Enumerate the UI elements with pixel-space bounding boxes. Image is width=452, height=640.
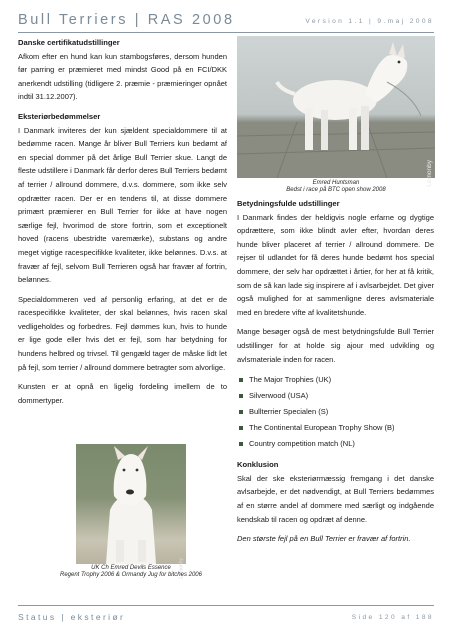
photo-caption-bottom	[40, 565, 222, 580]
version-label: Version 1.1 | 9.maj 2008	[305, 18, 434, 25]
paragraph-konklusion: Skal der ske eksteriørmæssig fremgang i det danske avlsarbejde, er det nødvendigt, at Bull Terriers bedømmes af en større andel af dommere med særligt og indgående kendskab til racen og opdræt af denne.	[237, 473, 434, 524]
bullet-icon	[239, 378, 243, 382]
paragraph-udstillinger-1: I Danmark findes der heldigvis nogle erfarne og dygtige opdrættere, som ikke blindt avler efter, hvordan deres hunde bliver placeret af terrier / allround dommere. De rejser til udlandet for få deres hunde bedømt hos special dommere, der selv har opdrættet i årtier, for her at få kritik, som de så kan lade sig inspirere af i avlsarbejdet. Det giver også mulighed for at sammenligne deres avlsmateriale med en bredere vifte af kvalitetshunde.	[237, 212, 434, 317]
paragraph-certifikat: Afkom efter en hund kan kun stambogsføres, dersom hunden før parring er præmieret med mindst Good på en FCI/DKK anerkendt udstilling (tidligere 2. præmie - præmieringer opnået indtil 31.12.2007).	[18, 51, 227, 102]
heading-certifikat: Danske certifikatudstillinger	[18, 38, 120, 47]
caption-top-name: Emred Huntsman	[312, 180, 360, 186]
footer-section-label: Status | eksteriør	[18, 612, 126, 622]
bullet-icon	[239, 410, 243, 414]
photo-watermark-top: Lemonby	[426, 160, 433, 187]
list-item: The Major Trophies (UK)	[237, 372, 434, 388]
page-number: Side 120 af 188	[351, 614, 434, 621]
photo-caption-top	[237, 180, 435, 195]
left-column	[18, 36, 227, 407]
list-item: Silverwood (USA)	[237, 388, 434, 404]
dog-illustration-top	[237, 36, 435, 178]
caption-bottom-detail: Regent Trophy 2006 & Ormandy Jug for bitches 2006	[60, 572, 202, 579]
document-title: Bull Terriers | RAS 2008	[18, 12, 235, 28]
photo-watermark-bottom: Lemonby	[179, 558, 185, 579]
paragraph-konklusion-quote: Den største fejl på en Bull Terrier er fravær af fortrin.	[237, 534, 411, 544]
list-item: Bullterrier Specialen (S)	[237, 404, 434, 420]
dog-illustration-bottom	[76, 444, 186, 564]
footer-divider	[18, 605, 434, 606]
show-list	[237, 372, 434, 452]
right-column	[237, 197, 434, 546]
caption-bottom-name: UK Ch Emred Devils Essence	[91, 565, 171, 571]
paragraph-udstillinger-2: Mange besøger også de mest betydningsfulde Bull Terrier udstillinger for at holde sig ajour med udvikling og avlsmateriale inden for racen.	[237, 327, 434, 364]
bullet-icon	[239, 442, 243, 446]
bullet-icon	[239, 426, 243, 430]
bullet-icon	[239, 394, 243, 398]
list-item: The Continental European Trophy Show (B)	[237, 420, 434, 436]
heading-udstillinger: Betydningsfulde udstillinger	[237, 199, 340, 208]
caption-top-detail: Bedst i race på BTC open show 2008	[286, 187, 386, 194]
paragraph-eksterior-2: Specialdommeren ved af personlig erfaring, at det er de racespecifikke kvaliteter, der skal belønnes, hvis racen skal vedligeholdes og forbedres. Fejl dømmes kun, hvis to hunde er lige gode eller hvis det er fejl, som har betydning for hundens helbred og trivsel. Til gengæld tager de måske lidt let på fejl, som terrier / allround dommere betragter som alvorlige.	[18, 294, 227, 372]
list-item: Country competition match (NL)	[237, 436, 434, 452]
paragraph-eksterior-1: I Danmark inviteres der kun sjældent specialdommere til at bedømme racen. Mange år bliver Bull Terriers kun bedømt af en special dommer på det årlige Bull Terrier skue. Langt de fleste udstillere i Danmark får derfor deres Bull Terriers bedømt af terrier / allround dommere, d.v.s. dommere, som ikke selv opdrætter racen. Der er en tendens til, at disse dommere primært præmierer en Bull Terrier for ikke at have nogen særlige fejl, hvorimod de store fortrin, som et exceptionelt hoved (racens ubestridte varemærke), substans og andre meget vigtige racespecifikke kvaliteter, ikke belønnes. D.v.s. at fravær af fejl, selvom Bull Terrieren også har fravær af fortrin, belønnes.	[18, 125, 227, 285]
header-divider	[18, 32, 434, 33]
heading-konklusion: Konklusion	[237, 460, 279, 470]
paragraph-eksterior-3: Kunsten er at opnå en ligelig fordeling imellem de to dommertyper.	[18, 382, 227, 405]
heading-eksterior: Eksteriørbedømmelser	[18, 111, 101, 121]
